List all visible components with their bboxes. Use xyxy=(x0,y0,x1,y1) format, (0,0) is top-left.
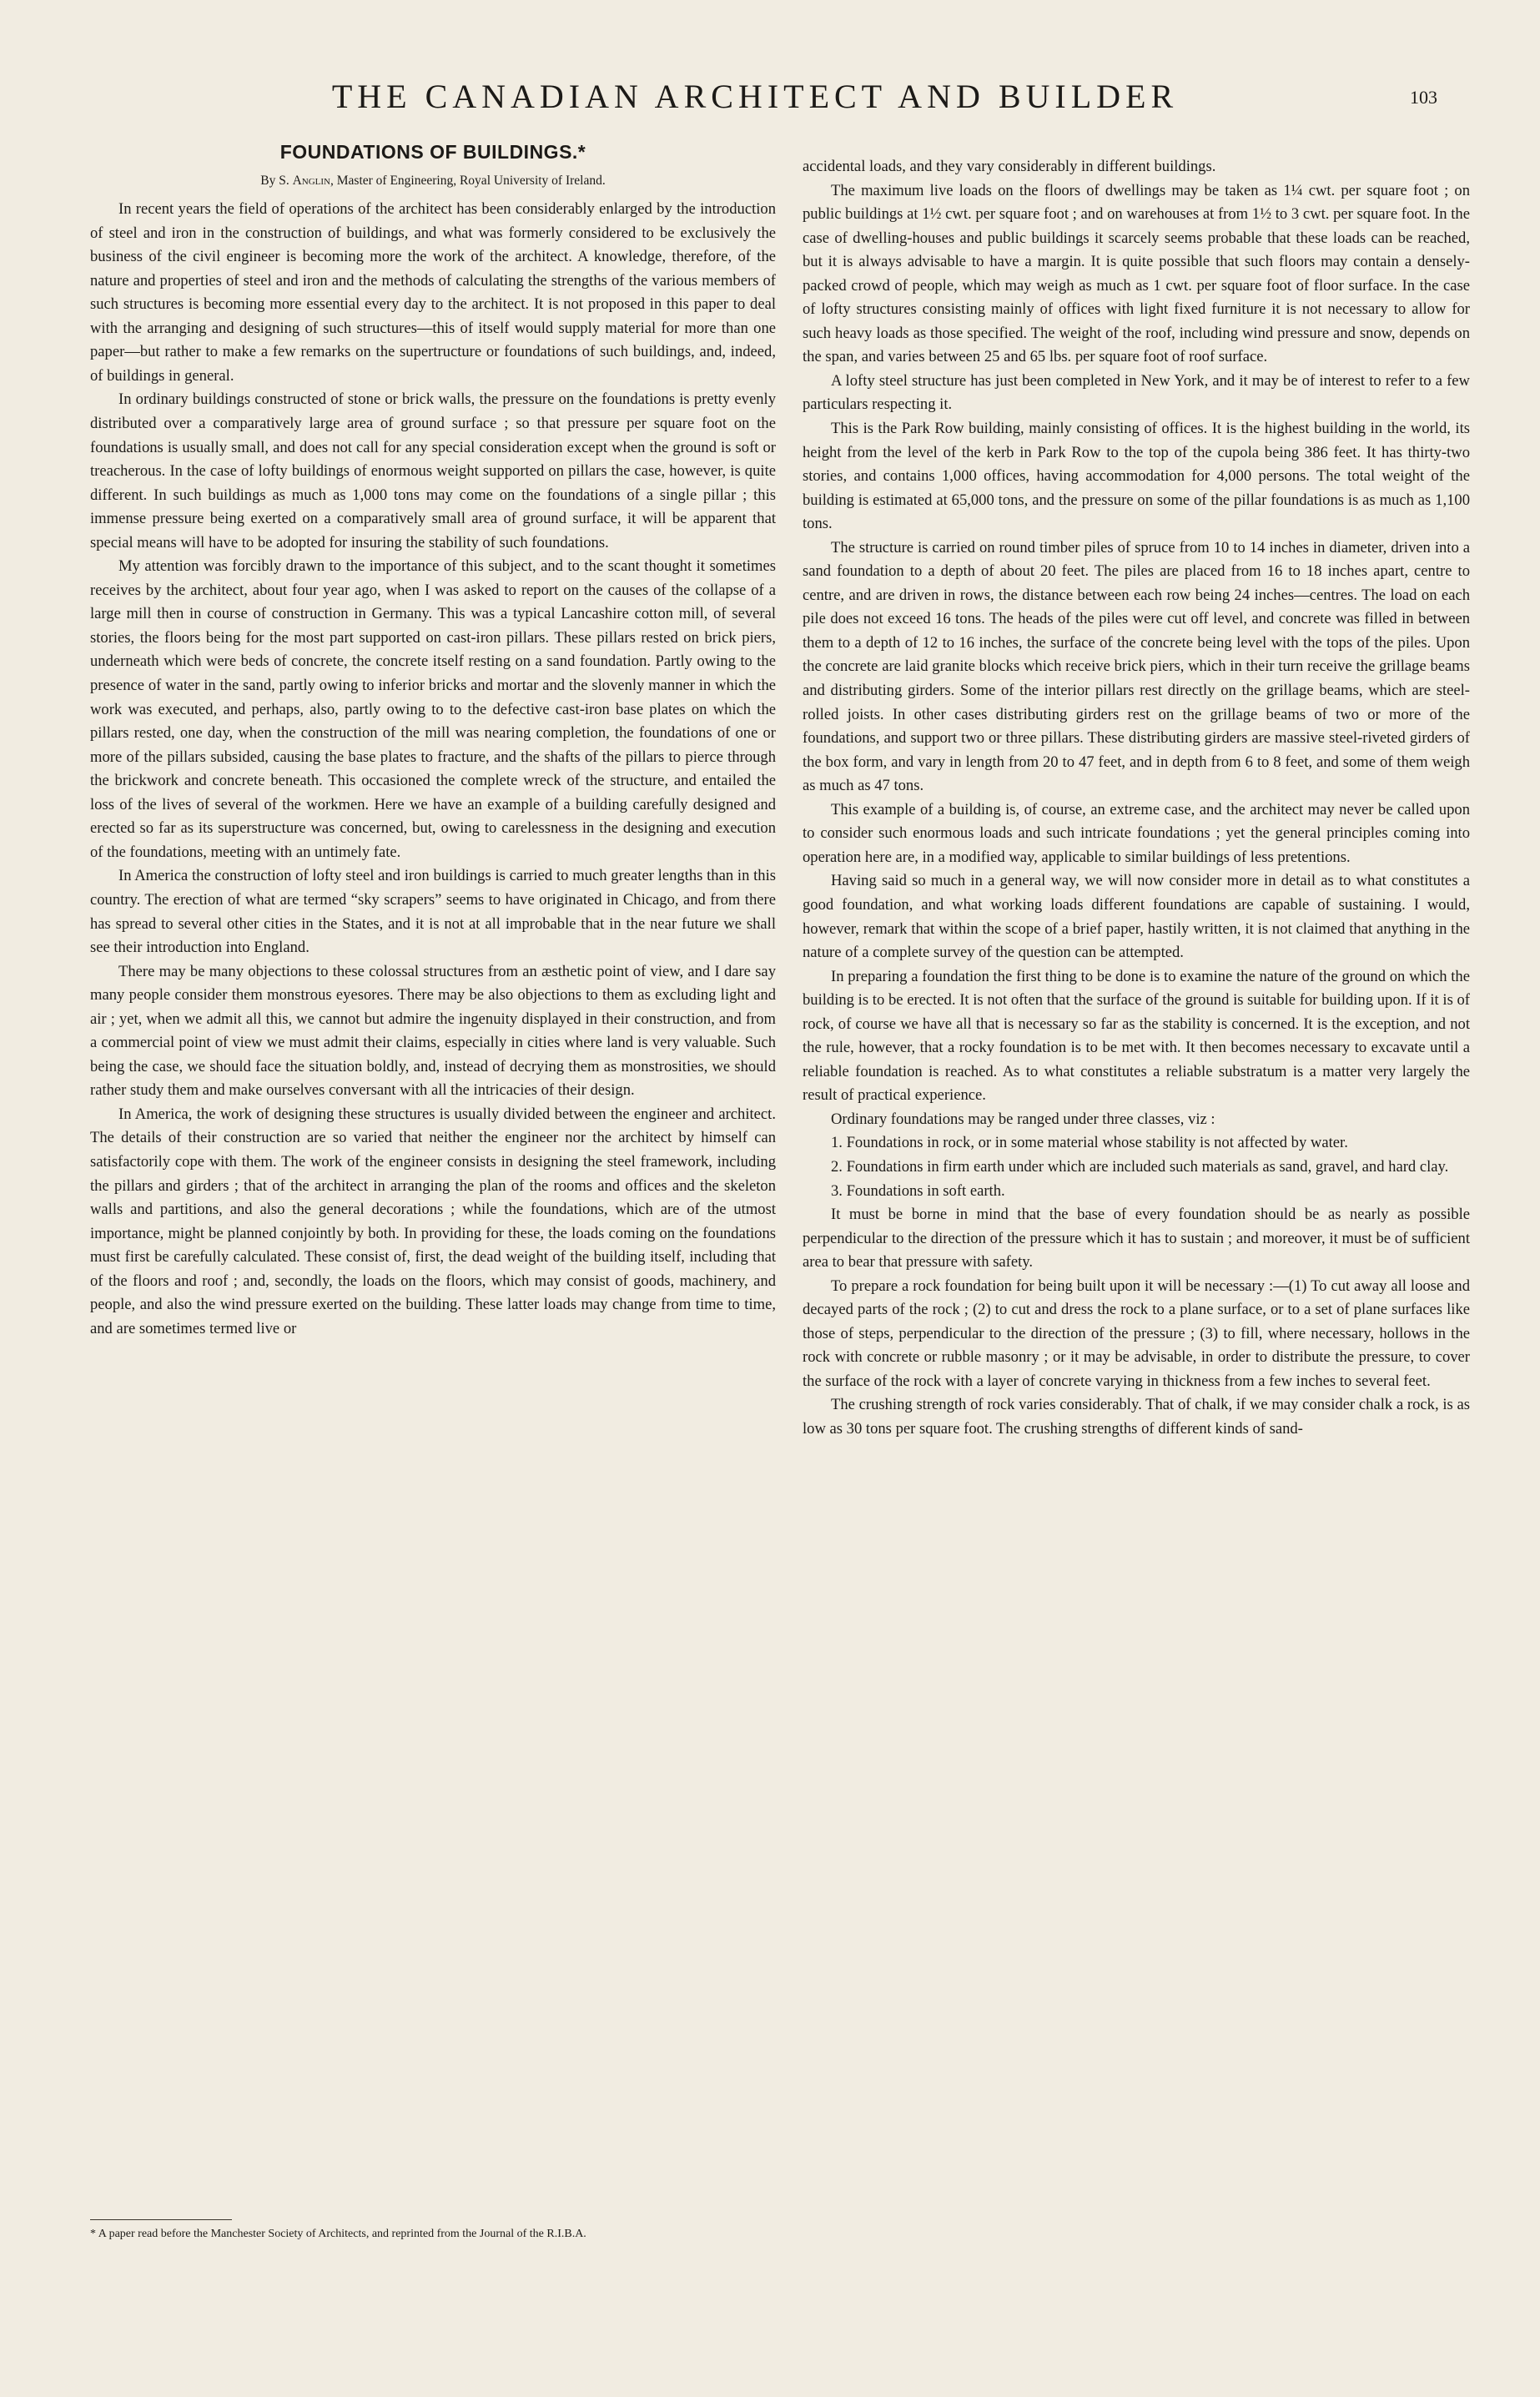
paragraph: Ordinary foundations may be ranged under three classes, viz : xyxy=(831,1110,1215,1128)
paragraph: The crushing strength of rock varies considerably. That of chalk, if we may consider chalk a rock, is as low as 30 tons per square foot. The crushing strengths of different kinds of sand- xyxy=(803,1396,1470,1438)
paragraph: My attention was forcibly drawn to the importance of this subject, and to the scant thought it sometimes receives by the architect, about four year ago, when I was asked to report on the causes of the collapse of a large mill then in course of construction in Germany. This was a typical Lancashire cotton mill, of several stories, the floors being for the most part supported on cast-iron pillars. These pillars rested on brick piers, underneath which were beds of concrete, the concrete itself resting on a sand foundation. Partly owing to the presence of water in the sand, partly owing to inferior bricks and mortar and the slovenly manner in which the work was executed, and perhaps, also, partly owing to to the defective cast-iron base plates on which the pillars rested, one day, when the construction of the mill was nearing completion, the foundations of one or more of the pillars subsided, causing the base plates to fracture, and the shafts of the pillars to pierce through the brickwork and concrete beneath. This occasioned the complete wreck of the structure, and entailed the loss of the lives of several of the workmen. Here we have an example of a building carefully designed and erected so far as its superstructure was concerned, but, owing to carelessness in the designing and execution of the foundations, meeting with an untimely fate. xyxy=(90,557,776,861)
journal-title: THE CANADIAN ARCHITECT AND BUILDER xyxy=(331,78,1179,115)
paragraph: The maximum live loads on the floors of dwellings may be taken as 1¼ cwt. per square foot ; on public buildings at 1½ cwt. per square foot ; and on warehouses at from 1½ to 3 cwt. per square foot. In the case of dwelling-houses and public buildings it scarcely seems probable that these loads can be reached, but it is always advisable to have a margin. It is quite possible that such floors may contain a densely-packed crowd of people, which may weigh as much as 1 cwt. per square foot of floor surface. In the case of lofty structures consisting mainly of offices with light fixed furniture it is not necessary to allow for such heavy loads as those specified. The weight of the roof, including wind pressure and snow, depends on the span, and varies between 25 and 65 lbs. per square foot of roof surface. xyxy=(803,181,1470,366)
list-item: 2. Foundations in firm earth under which are included such materials as sand, gravel, and hard clay. xyxy=(831,1157,1449,1176)
paragraph: It must be borne in mind that the base of every foundation should be as nearly as possible perpendicular to the direction of the pressure which it has to sustain ; and moreover, it must be of sufficient area to bear that pressure with safety. xyxy=(803,1206,1470,1272)
footnote: * A paper read before the Manchester Society of Architects, and reprinted from the Journal of the R.I.B.A. xyxy=(90,2228,586,2240)
byline-author: Anglin xyxy=(292,173,331,188)
article-title: FOUNDATIONS OF BUILDINGS.* xyxy=(279,141,586,163)
paragraph: In America, the work of designing these structures is usually divided between the engineer and architect. The details of their construction are so varied that neither the engineer nor the architect by himself can satisfactorily cope with them. The work of the engineer consists in designing the steel framework, including the pillars and girders ; that of the architect in arranging the plan of the rooms and offices and the skeleton walls and partitions, and also the general decorations ; while the foundations, which are of the utmost importance, might be planned conjointly by both. In providing for these, the loads coming on the foundations must first be carefully calculated. These consist of, first, the dead weight of the building itself, including that of the floors and roof ; and, secondly, the loads on the floors, which may consist of goods, machinery, and people, and also the wind pressure exerted on the building. These latter loads may change from time to time, and are sometimes termed live or xyxy=(90,1105,776,1337)
paragraph: In preparing a foundation the first thing to be done is to examine the nature of the ground on which the building is to be erected. It is not often that the surface of the ground is suitable for building upon. If it is of rock, of course we have all that is necessary so far as the stability is concerned. It is the exception, and not the rule, however, that a rocky foundation is to be met with. It then becomes necessary to excavate until a reliable foundation is reached. As to what constitutes a reliable substratum is a matter very largely the result of practical experience. xyxy=(803,967,1470,1105)
paragraph: A lofty steel structure has just been completed in New York, and it may be of interest to refer to a few particulars respecting it. xyxy=(803,371,1470,414)
right-column xyxy=(803,155,1470,1442)
paragraph: There may be many objections to these colossal structures from an æsthetic point of view, and I dare say many people consider them monstrous eyesores. There may be also objections to them as excluding light and air ; yet, when we admit all this, we cannot but admire the ingenuity displayed in their construction, and from a commercial point of view we must admit their claims, especially in cities where land is very valuable. Such being the case, we should face the situation boldly, and, instead of decrying them as monstrosities, we should rather study them and make ourselves conversant with all the intricacies of their design. xyxy=(90,962,776,1100)
byline-affiliation: , Master of Engineering, Royal University of Ireland. xyxy=(330,173,606,188)
byline-prefix: By S. xyxy=(260,173,293,188)
page-number: 103 xyxy=(1410,87,1437,108)
paragraph: In recent years the field of operations of the architect has been considerably enlarged by the introduction of steel and iron in the construction of buildings, and what was formerly considered to be exclusively the business of the civil engineer is becoming more the work of the architect. A knowledge, therefore, of the nature and properties of steel and iron and the methods of calculating the strengths of the various members of such structures is becoming more essential every day to the architect. It is not proposed in this paper to deal with the arranging and designing of such structures—this of itself would supply material for more than one paper—but rather to make a few remarks on the supertructure or foundations of such buildings, and, indeed, of buildings in general. xyxy=(90,200,776,385)
list-item: 1. Foundations in rock, or in some material whose stability is not affected by water. xyxy=(831,1134,1348,1152)
paragraph: accidental loads, and they vary considerably in different buildings. xyxy=(803,158,1216,175)
running-header xyxy=(0,77,1540,118)
paragraph: The structure is carried on round timber piles of spruce from 10 to 14 inches in diameter, driven into a sand foundation to a depth of about 20 feet. The piles are placed from 16 to 18 inches apart, centre to centre, and are driven in rows, the distance between each row being 24 inches—centres. The load on each pile does not exceed 16 tons. The heads of the piles were cut off level, and concrete was filled in between them to a depth of 12 to 16 inches, the surface of the concrete being level with the tops of the piles. Upon the concrete are laid granite blocks which receive brick piers, which in their turn receive the grillage beams and distributing girders. Some of the interior pillars rest directly on the grillage beams, which are steel-rolled joists. In other cases distributing girders rest on the grillage beams of two or more of the foundations, and support two or three pillars. These distributing girders are massive steel-riveted girders of the box form, and vary in length from 20 to 47 feet, and in depth from 6 to 8 feet, and some of them weigh as much as 47 tons. xyxy=(803,538,1470,795)
paragraph: In America the construction of lofty steel and iron buildings is carried to much greater lengths than in this country. The erection of what are termed “sky scrapers” seems to have originated in Chicago, and from there has spread to several other cities in the States, and it is not at all improbable that in the near future we shall see their introduction into England. xyxy=(90,867,776,957)
paragraph: This is the Park Row building, mainly consisting of offices. It is the highest building in the world, its height from the level of the kerb in Park Row to the top of the cupola being 386 feet. It has thirty-two stories, and contains 1,000 offices, having accommodation for 4,000 persons. The total weight of the building is estimated at 65,000 tons, and the pressure on some of the pillar foundations is as much as 1,100 tons. xyxy=(803,420,1470,533)
list-item: 3. Foundations in soft earth. xyxy=(831,1181,1005,1200)
paragraph: Having said so much in a general way, we will now consider more in detail as to what constitutes a good foundation, and what working loads different foundations are capable of sustaining. I would, however, remark that within the scope of a brief paper, hastily written, it is not claimed that anything in the nature of a complete survey of the question can be attempted. xyxy=(803,872,1470,962)
footnote-rule xyxy=(90,2219,232,2220)
paragraph: This example of a building is, of course, an extreme case, and the architect may never be called upon to consider such enormous loads and such intricate foundations ; yet the general principles coming into operation here are, in a modified way, applicable to similar buildings of less pretentions. xyxy=(803,800,1470,866)
paragraph: In ordinary buildings constructed of stone or brick walls, the pressure on the foundations is pretty evenly distributed over a comparatively large area of ground surface ; so that pressure per square foot on the foundations is usually small, and does not call for any special consideration except when the ground is soft or treacherous. In the case of lofty buildings of enormous weight supported on pillars the case, however, is quite different. In such buildings as much as 1,000 tons may come on the foundations of a single pillar ; this immense pressure being exerted on a comparatively small area of ground surface, it will be apparent that special means will have to be adopted for insuring the stability of such foundations. xyxy=(90,390,776,551)
left-column xyxy=(90,140,776,1341)
paragraph: To prepare a rock foundation for being built upon it will be necessary :—(1) To cut away all loose and decayed parts of the rock ; (2) to cut and dress the rock to a plane surface, or to a set of plane surfaces like those of steps, perpendicular to the direction of the pressure ; (3) to fill, where necessary, hollows in the rock with concrete or rubble masonry ; or it may be advisable, in order to distribute the pressure, to cover the surface of the rock with a layer of concrete varying in thickness from a few inches to several feet. xyxy=(803,1277,1470,1390)
byline xyxy=(90,169,776,194)
